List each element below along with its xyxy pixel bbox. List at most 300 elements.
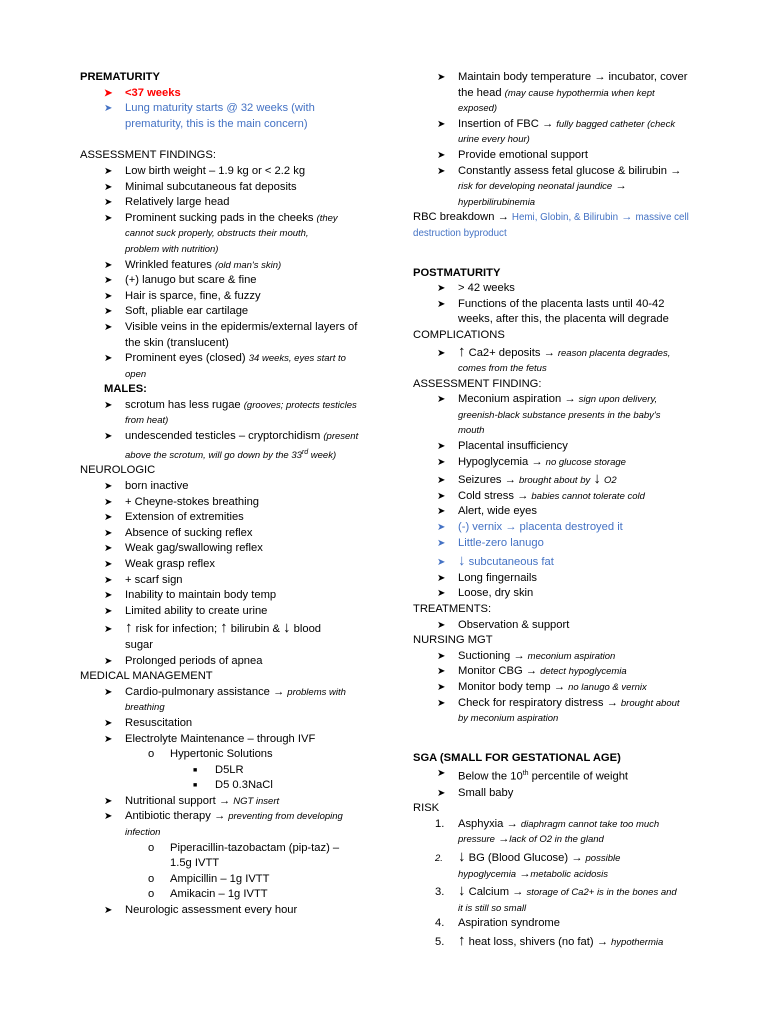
text-span: fully bagged catheter (check (556, 118, 676, 130)
bullet-arrow-icon: ➤ (104, 165, 113, 177)
text-span: O2 (603, 475, 617, 487)
sub-list-item (80, 841, 380, 857)
list-item (413, 551, 713, 571)
prematurity-title: PREMATURITY (80, 71, 160, 83)
text-span: hypoglycemia (458, 868, 517, 880)
bullet-arrow-icon: ➤ (104, 811, 113, 823)
bullet-arrow-icon: ➤ (437, 490, 446, 502)
bullet-arrow-icon: ➤ (104, 733, 113, 745)
bullet-arrow-icon: ➤ (437, 118, 446, 130)
text-span: Observation & support (458, 618, 570, 631)
list-item-continued: prematurity, this is the main concern) (125, 117, 308, 130)
text-span: risk for developing neonatal jaundice (458, 181, 613, 193)
right-arrow-icon: → (517, 489, 529, 502)
sga-title: SGA (SMALL FOR GESTATIONAL AGE) (413, 751, 621, 764)
text-span: BG (Blood Glucose) (468, 852, 569, 865)
bullet-arrow-icon: ➤ (104, 717, 113, 729)
right-arrow-icon: → (615, 180, 627, 193)
list-item (413, 520, 713, 536)
text-span: > 42 weeks (458, 282, 515, 295)
text-span: pressure (458, 834, 495, 846)
list-item (80, 619, 380, 638)
text-span: detect hypoglycemia (540, 666, 627, 678)
list-item (80, 86, 380, 102)
list-item (80, 351, 380, 367)
list-item (80, 557, 380, 573)
assessment-heading: ASSESSMENT FINDINGS: (80, 149, 216, 162)
right-arrow-icon: → (505, 521, 517, 534)
list-item (80, 479, 380, 495)
note: breathing (125, 702, 165, 714)
list-item (80, 716, 380, 732)
bullet-arrow-icon: ➤ (437, 522, 446, 534)
list-item (80, 541, 380, 557)
note: comes from the fetus (458, 363, 547, 375)
text-span: percentile of weight (531, 771, 629, 784)
right-arrow-icon: → (504, 474, 516, 487)
list-item (413, 281, 713, 297)
text-span: massive cell (635, 212, 689, 224)
text-span: Neurologic assessment every hour (125, 904, 298, 917)
bullet-arrow-icon: ➤ (104, 259, 113, 271)
assessment-finding-heading: ASSESSMENT FINDING: (413, 377, 542, 390)
bullet-arrow-icon: ➤ (104, 87, 113, 99)
list-item (80, 604, 380, 620)
list-item (80, 273, 380, 289)
right-arrow-icon: → (498, 833, 510, 846)
text-span: Monitor CBG (458, 665, 523, 678)
text-span: Piperacillin-tazobactam (pip-taz) – (170, 841, 340, 854)
text-span: NGT insert (233, 795, 280, 807)
down-arrow-icon: ↓ (458, 552, 466, 570)
text-span: 34 weeks, eyes start to (248, 353, 346, 365)
text-span: Little-zero lanugo (458, 536, 544, 549)
nursing-mgt-heading: NURSING MGT (413, 634, 493, 647)
bullet-arrow-icon: ➤ (104, 212, 113, 224)
square-bullet-icon: ■ (193, 782, 198, 790)
circle-bullet-icon: o (148, 841, 155, 854)
treatments-heading: TREATMENTS: (413, 603, 492, 615)
list-item (80, 794, 380, 810)
bullet-arrow-icon: ➤ (104, 496, 113, 508)
numbered-item (413, 882, 713, 901)
text-span: Placental insufficiency (458, 440, 568, 453)
text-span: diaphragm cannot take too much (520, 818, 660, 830)
bullet-arrow-icon: ➤ (104, 103, 113, 115)
text-span: Hypoglycemia (458, 455, 529, 468)
text-span: + scarf sign (125, 573, 183, 586)
note: open (125, 368, 147, 380)
postmaturity-title: POSTMATURITY (413, 266, 501, 279)
note (413, 179, 713, 195)
bullet-arrow-icon: ➤ (104, 558, 113, 570)
text-span: D5 0.3NaCl (215, 779, 273, 792)
text-span: above the scrotum, will go down by the 33 (125, 449, 302, 461)
text-span: undescended testicles – cryptorchidism (125, 430, 321, 443)
numbered-item (413, 848, 713, 867)
right-arrow-icon: → (606, 696, 618, 709)
text-span: (present (323, 431, 359, 443)
text-span: rd (301, 448, 309, 456)
text-span: heat loss, shivers (no fat) (468, 936, 594, 949)
males-heading: MALES: (104, 383, 147, 396)
note: infection (125, 827, 161, 839)
right-arrow-icon: → (553, 680, 565, 693)
list-item (80, 573, 380, 589)
list-number: 4. (435, 917, 445, 930)
text-span: Low birth weight – 1.9 kg or < 2.2 kg (125, 164, 306, 177)
right-arrow-icon: → (525, 665, 537, 678)
list-item (413, 489, 713, 505)
text-span: Insertion of FBC (458, 117, 539, 130)
text-span: Limited ability to create urine (125, 604, 268, 617)
note: problem with nutrition) (125, 243, 219, 255)
text-span: (may cause hypothermia when kept (504, 87, 655, 99)
text-span: (they (316, 212, 338, 224)
rbc-breakdown-continued: destruction byproduct (413, 227, 507, 239)
text-span: no lanugo & vernix (568, 681, 647, 693)
circle-bullet-icon: o (148, 872, 155, 885)
list-item (80, 289, 380, 305)
bullet-arrow-icon: ➤ (104, 527, 113, 539)
list-number: 5. (435, 936, 445, 949)
note: from heat) (125, 415, 169, 427)
bullet-arrow-icon: ➤ (437, 347, 446, 359)
bullet-arrow-icon: ➤ (437, 283, 446, 295)
bullet-arrow-icon: ➤ (437, 681, 446, 693)
text-span: born inactive (125, 480, 189, 492)
text-span: Prominent eyes (closed) (125, 352, 246, 365)
text-span: Absence of sucking reflex (125, 526, 253, 539)
text-span: RBC breakdown (413, 211, 495, 224)
right-arrow-icon: → (621, 211, 633, 224)
up-arrow-icon: ↑ (458, 932, 466, 950)
list-item (80, 195, 380, 211)
bullet-arrow-icon: ➤ (104, 543, 113, 555)
up-arrow-icon: ↑ (125, 619, 133, 637)
text-span: Hypertonic Solutions (170, 748, 273, 761)
bullet-arrow-icon: ➤ (437, 619, 446, 631)
note (80, 445, 380, 464)
list-number: 3. (435, 886, 445, 899)
right-arrow-icon: → (571, 852, 583, 865)
bullet-arrow-icon: ➤ (104, 905, 113, 917)
bullet-arrow-icon: ➤ (104, 590, 113, 602)
bullet-arrow-icon: ➤ (104, 795, 113, 807)
list-item-continued: sugar (125, 638, 153, 651)
down-arrow-icon: ↓ (283, 619, 291, 637)
text-span: Resuscitation (125, 716, 193, 729)
risk-heading: RISK (413, 802, 440, 815)
list-item (80, 903, 380, 919)
bullet-arrow-icon: ➤ (437, 557, 446, 569)
list-item (80, 732, 380, 748)
text-span: hypothermia (611, 937, 664, 949)
sub-list-item-continued: 1.5g IVTT (170, 857, 220, 870)
text-span: Cold stress (458, 489, 514, 502)
right-arrow-icon: → (543, 346, 555, 359)
text-span: Asphyxia (458, 817, 504, 830)
list-item (413, 766, 713, 785)
list-item (80, 180, 380, 196)
text-span: <37 weeks (125, 86, 181, 99)
text-span: Prolonged periods of apnea (125, 654, 263, 667)
bullet-arrow-icon: ➤ (104, 353, 113, 365)
list-item (413, 117, 713, 133)
list-item (80, 164, 380, 180)
list-item (80, 101, 380, 117)
note: cannot suck properly, obstructs their mouth, (125, 228, 309, 240)
text-span: Visible veins in the epidermis/external layers of (125, 320, 358, 333)
list-item (413, 439, 713, 455)
medical-management-heading: MEDICAL MANAGEMENT (80, 670, 213, 683)
right-arrow-icon: → (512, 886, 524, 899)
text-span: Hair is sparce, fine, & fuzzy (125, 289, 261, 302)
bullet-arrow-icon: ➤ (437, 666, 446, 678)
list-item (413, 455, 713, 471)
text-span: Soft, pliable ear cartilage (125, 305, 249, 318)
text-span: (-) vernix (458, 521, 503, 534)
bullet-arrow-icon: ➤ (104, 399, 113, 411)
text-span: sign upon delivery, (578, 394, 658, 406)
text-span: storage of Ca2+ is in the bones and (526, 887, 677, 899)
right-arrow-icon: → (213, 810, 226, 823)
circle-bullet-icon: o (148, 748, 155, 761)
list-item (413, 786, 713, 802)
list-item (80, 258, 380, 274)
list-item (80, 211, 380, 227)
right-arrow-icon: → (541, 117, 554, 130)
list-number: 2. (435, 853, 443, 865)
text-span: Nutritional support (125, 794, 216, 807)
bullet-arrow-icon: ➤ (104, 197, 113, 209)
bullet-arrow-icon: ➤ (104, 481, 113, 492)
text-span: scrotum has less rugae (125, 398, 241, 411)
text-span: (grooves; protects testicles (243, 399, 357, 411)
list-item (80, 809, 380, 825)
text-span: Suctioning (458, 649, 511, 662)
list-item (80, 654, 380, 670)
note: exposed) (458, 103, 498, 115)
down-arrow-icon: ↓ (458, 848, 466, 866)
text-span (413, 242, 713, 266)
bullet-arrow-icon: ➤ (437, 588, 446, 600)
text-span: Relatively large head (125, 196, 230, 209)
text-span: Constantly assess fetal glucose & bilirubin (458, 164, 667, 177)
text-span: Functions of the placenta lasts until 40-42 (458, 297, 665, 310)
note (413, 832, 713, 848)
list-item (80, 429, 380, 445)
bullet-arrow-icon: ➤ (104, 275, 113, 287)
bullet-arrow-icon: ➤ (104, 574, 113, 586)
text-span: no glucose storage (545, 456, 626, 468)
right-arrow-icon: → (670, 164, 682, 177)
text-span: Minimal subcutaneous fat deposits (125, 180, 297, 193)
text-span (413, 727, 713, 751)
note: greenish-black substance presents in the baby's (458, 409, 661, 421)
text-span: Extension of extremities (125, 511, 244, 524)
list-item (80, 588, 380, 604)
neurologic-heading: NEUROLOGIC (80, 464, 156, 477)
text-span: babies cannot tolerate cold (531, 490, 645, 502)
bullet-arrow-icon: ➤ (437, 441, 446, 453)
bullet-arrow-icon: ➤ (104, 431, 113, 443)
list-item (413, 680, 713, 696)
text-span: blood (293, 623, 322, 636)
list-item (413, 696, 713, 712)
list-item (413, 148, 713, 164)
right-arrow-icon: → (531, 455, 543, 468)
down-arrow-icon: ↓ (593, 470, 601, 488)
text-span: bilirubin & (230, 623, 280, 636)
list-item (80, 526, 380, 542)
text-span: Maintain body temperature (458, 71, 592, 83)
right-arrow-icon: → (497, 211, 509, 224)
text-span: Electrolyte Maintenance – through IVF (125, 732, 316, 745)
text-span: brought about by (518, 475, 591, 487)
text-span: Weak gag/swallowing reflex (125, 542, 263, 555)
text-span: Amikacin – 1g IVTT (170, 888, 268, 901)
text-span: Meconium aspiration (458, 393, 562, 406)
text-span: reason placenta degrades, (557, 347, 671, 359)
list-item (413, 618, 713, 634)
right-arrow-icon: → (594, 71, 606, 83)
sub-list-item (80, 747, 380, 763)
text-span: Monitor body temp (458, 680, 551, 693)
rbc-breakdown-line (413, 210, 713, 226)
text-span: placenta destroyed it (519, 521, 623, 534)
list-item (80, 304, 380, 320)
numbered-item (413, 817, 713, 833)
list-item (413, 571, 713, 587)
list-item (413, 297, 713, 313)
left-column (80, 70, 380, 919)
right-arrow-icon: → (564, 393, 576, 406)
list-item (413, 70, 713, 86)
text-span: Alert, wide eyes (458, 505, 537, 518)
down-arrow-icon: ↓ (458, 882, 466, 900)
note (413, 867, 713, 883)
text-span: Antibiotic therapy (125, 810, 211, 823)
text-span: the head (458, 86, 502, 99)
bullet-arrow-icon: ➤ (437, 537, 446, 549)
sub-list-item (80, 887, 380, 903)
list-item (413, 470, 713, 489)
note: hyperbilirubinemia (458, 196, 536, 208)
list-item-continued: the skin (translucent) (125, 336, 229, 349)
list-item (413, 536, 713, 552)
bullet-arrow-icon: ➤ (104, 181, 113, 193)
list-item (80, 320, 380, 336)
numbered-item (413, 916, 713, 932)
list-item (413, 504, 713, 520)
bullet-arrow-icon: ➤ (104, 321, 113, 333)
list-item (80, 685, 380, 701)
text-span: + Cheyne-stokes breathing (125, 495, 260, 508)
text-span: Cardio-pulmonary assistance (125, 685, 270, 698)
bullet-arrow-icon: ➤ (104, 290, 113, 302)
sub-sub-list-item (80, 778, 380, 794)
list-item (413, 164, 713, 180)
list-item (80, 398, 380, 414)
text-span: incubator, cover (608, 71, 688, 83)
note: mouth (458, 425, 485, 437)
text-span: metabolic acidosis (530, 868, 609, 880)
note: it is still so small (458, 902, 527, 914)
bullet-arrow-icon: ➤ (437, 650, 446, 662)
text-span: Prominent sucking pads in the cheeks (125, 211, 314, 224)
text-span: Hemi, Globin, & Bilirubin (511, 212, 619, 224)
sub-sub-list-item (80, 763, 380, 779)
bullet-arrow-icon: ➤ (437, 768, 446, 780)
bullet-arrow-icon: ➤ (437, 72, 446, 83)
numbered-item (413, 932, 713, 951)
list-item (80, 495, 380, 511)
list-item-continued: weeks, after this, the placenta will degrade (458, 313, 669, 326)
right-arrow-icon: → (513, 649, 525, 662)
list-item (413, 586, 713, 602)
right-arrow-icon: → (273, 685, 285, 698)
text-span: meconium aspiration (527, 650, 616, 662)
text-span: th (522, 770, 529, 778)
up-arrow-icon: ↑ (458, 342, 466, 360)
text-span: Seizures (458, 474, 502, 487)
text-span (80, 132, 380, 148)
text-span: Wrinkled features (125, 258, 212, 271)
right-arrow-icon: → (218, 794, 231, 807)
bullet-arrow-icon: ➤ (437, 165, 446, 177)
list-item (413, 392, 713, 408)
text-span: MALES (104, 383, 144, 396)
bullet-arrow-icon: ➤ (104, 624, 113, 636)
text-span: (old man's skin) (214, 259, 282, 271)
bullet-arrow-icon: ➤ (437, 298, 446, 310)
note: by meconium aspiration (458, 713, 559, 725)
text-span: Aspiration syndrome (458, 917, 560, 930)
list-item-continued (413, 86, 713, 102)
text-span: Provide emotional support (458, 148, 588, 161)
text-span: Below the 10 (458, 771, 523, 784)
bullet-arrow-icon: ➤ (104, 605, 113, 617)
text-span: D5LR (215, 763, 244, 776)
right-arrow-icon: → (596, 936, 608, 949)
bullet-arrow-icon: ➤ (104, 306, 113, 318)
text-span: Check for respiratory distress (458, 696, 604, 709)
text-span: Loose, dry skin (458, 587, 534, 600)
bullet-arrow-icon: ➤ (104, 655, 113, 667)
list-item (413, 649, 713, 665)
note: urine every hour) (458, 134, 530, 146)
text-span: Small baby (458, 786, 514, 799)
text-span: (+) lanugo but scare & fine (125, 274, 257, 287)
text-span: Calcium (468, 886, 510, 899)
list-item (80, 510, 380, 526)
complications-heading: COMPLICATIONS (413, 328, 505, 341)
text-span: Lung maturity starts @ 32 weeks (with (125, 102, 315, 115)
bullet-arrow-icon: ➤ (437, 572, 446, 584)
right-arrow-icon: → (506, 817, 518, 830)
bullet-arrow-icon: ➤ (437, 456, 446, 468)
list-item (413, 664, 713, 680)
bullet-arrow-icon: ➤ (437, 394, 446, 406)
text-span: Ca2+ deposits (468, 346, 541, 359)
text-span: lack of O2 in the gland (509, 834, 604, 846)
text-span: subcutaneous fat (468, 556, 554, 569)
text-span: week) (310, 449, 337, 461)
up-arrow-icon: ↑ (220, 619, 228, 637)
text-span: Ampicillin – 1g IVTT (170, 872, 270, 885)
bullet-arrow-icon: ➤ (104, 512, 113, 524)
